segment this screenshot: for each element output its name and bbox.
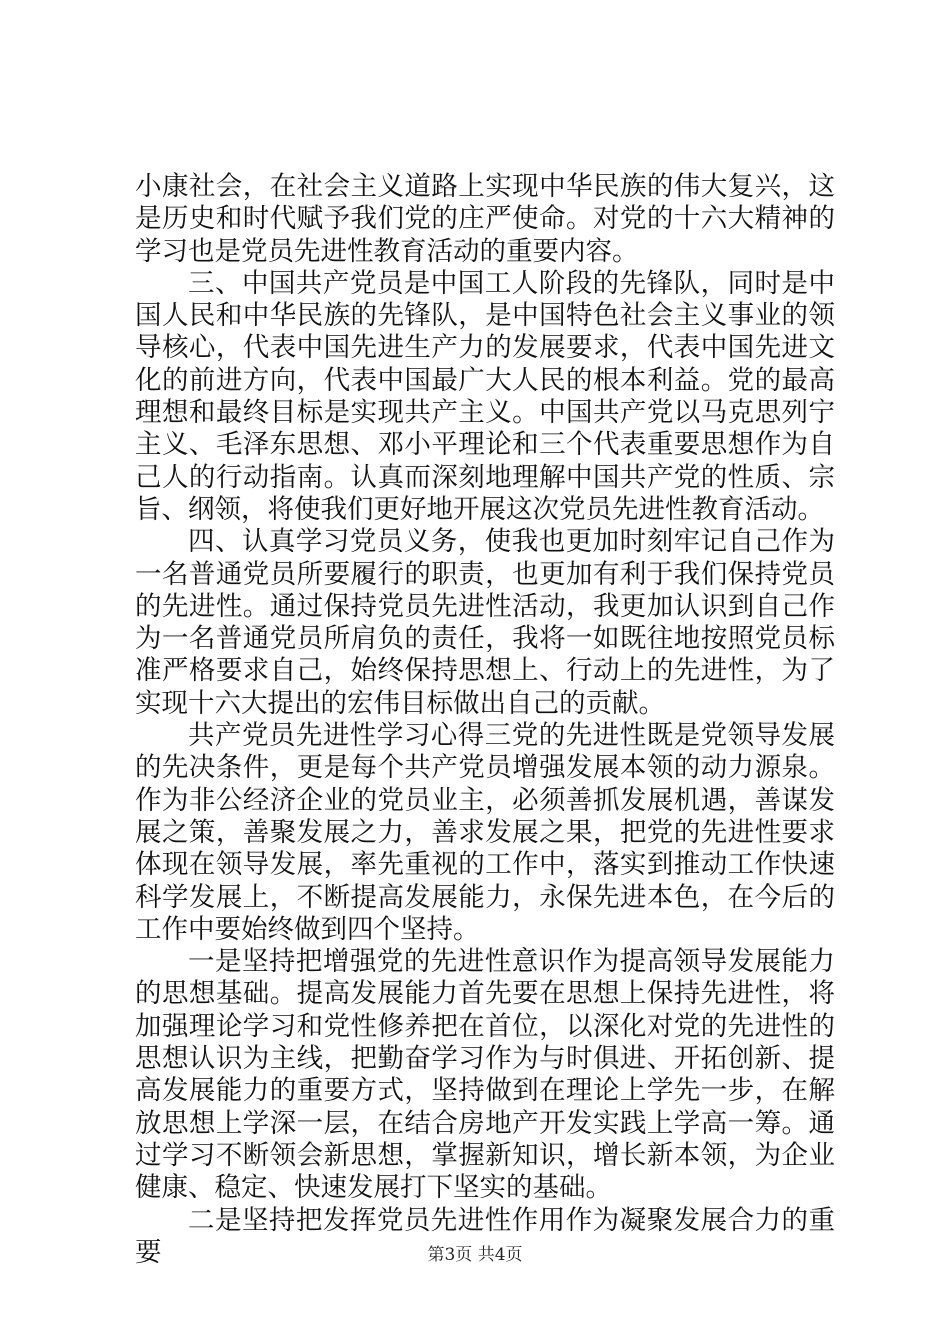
paragraph-point-one: 一是坚持把增强党的先进性意识作为提高领导发展能力的思想基础。提高发展能力首先要在思想上保持先进性，将加强理论学习和党性修养把在首位，以深化对党的先进性的思想认识为主线，把勤奋学习作为与时俱进、开拓创新、提高发展能力的重要方式，坚持做到在理论上学先一步，在解放思想上学深一层，在结合房地产开发实践上学高一筹。通过学习不断领会新思想，掌握新知识，增长新本领，为企业健康、稳定、快速发展打下坚实的基础。 bbox=[135, 946, 835, 1204]
paragraph-section-three: 三、中国共产党员是中国工人阶段的先锋队，同时是中国人民和中华民族的先锋队，是中国特色社会主义事业的领导核心，代表中国先进生产力的发展要求，代表中国先进文化的前进方向，代表中国最广大人民的根本利益。党的最高理想和最终目标是实现共产主义。中国共产党以马克思列宁主义、毛泽东思想、邓小平理论和三个代表重要思想作为自己人的行动指南。认真而深刻地理解中国共产党的性质、宗旨、纲领，将使我们更好地开展这次党员先进性教育活动。 bbox=[135, 267, 835, 525]
paragraph-study-notes-three: 共产党员先进性学习心得三党的先进性既是党领导发展的先决条件，更是每个共产党员增强发展本领的动力源泉。作为非公经济企业的党员业主，必须善抓发展机遇，善谋发展之策，善聚发展之力，善求发展之果，把党的先进性要求体现在领导发展，率先重视的工作中，落实到推动工作快速科学发展上，不断提高发展能力，永保先进本色，在今后的工作中要始终做到四个坚持。 bbox=[135, 720, 835, 945]
page-footer: 第3页 共4页 bbox=[427, 1245, 523, 1265]
document-body bbox=[135, 171, 835, 1269]
paragraph-continuation: 小康社会，在社会主义道路上实现中华民族的伟大复兴，这是历史和时代赋予我们党的庄严使命。对党的十六大精神的学习也是党员先进性教育活动的重要内容。 bbox=[135, 171, 835, 267]
paragraph-section-four: 四、认真学习党员义务，使我也更加时刻牢记自己作为一名普通党员所要履行的职责，也更加有利于我们保持党员的先进性。通过保持党员先进性活动，我更加认识到自己作为一名普通党员所肩负的责任，我将一如既往地按照党员标准严格要求自己，始终保持思想上、行动上的先进性，为了实现十六大提出的宏伟目标做出自己的贡献。 bbox=[135, 526, 835, 719]
paragraph-point-two: 二是坚持把发挥党员先进性作用作为凝聚发展合力的重要 bbox=[135, 1204, 835, 1268]
